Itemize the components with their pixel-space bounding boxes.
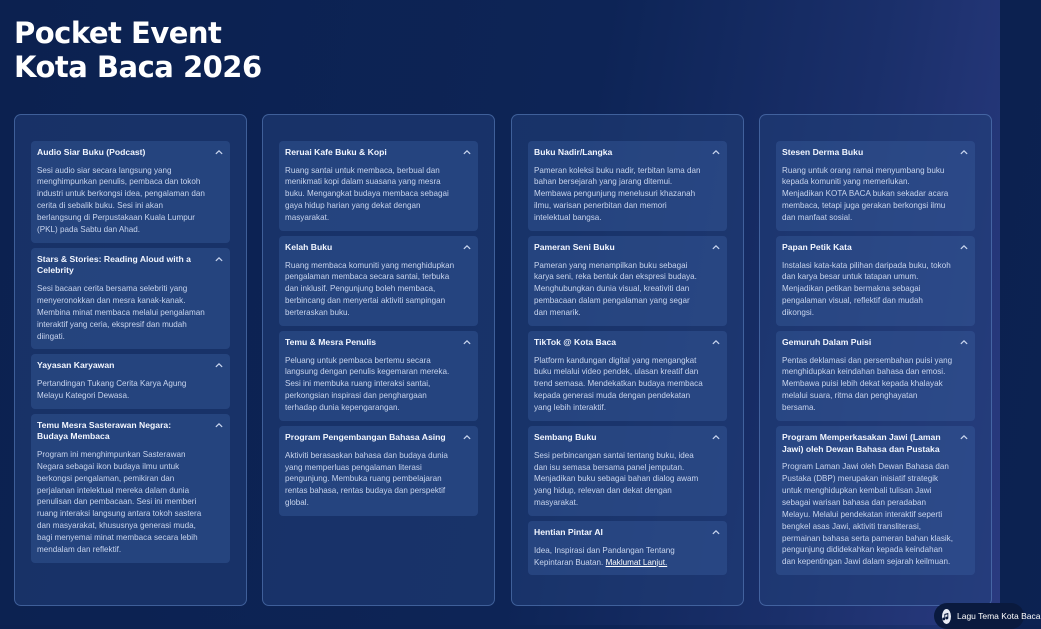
event-card-description-text: Pameran yang menampilkan buku sebagai karya seni, reka bentuk dan ekspresi budaya. Menghubungkan dunia visual, kreativiti dan pembacaan dalam pengalaman yang segar dan menarik. [534, 260, 697, 318]
event-card-description-text: Sesi audio siar secara langsung yang menghimpunkan penulis, pembaca dan tokoh industri untuk berkongsi idea, pengalaman dan cerita di sebalik buku. Sesi ini akan berlangsung di Perpustakaan Kuala Lumpur (PKL) pada Sabtu dan Ahad. [37, 165, 205, 235]
event-card [776, 141, 975, 231]
event-card [31, 248, 230, 350]
event-card-description [37, 165, 208, 236]
event-card [31, 354, 230, 408]
chevron-up-icon[interactable] [214, 420, 224, 430]
event-card-description-text: Pentas deklamasi dan persembahan puisi yang menghidupkan keindahan bahasa dan emosi. Membawa puisi lebih dekat kepada khalayak melalui suara, ritma dan penghayatan bersama. [782, 355, 953, 413]
chevron-up-icon[interactable] [462, 432, 472, 442]
event-card-description [782, 355, 953, 415]
chevron-up-icon[interactable] [959, 432, 969, 442]
event-card-title[interactable]: Sembang Buku [534, 432, 597, 443]
event-card-description-text: Program ini menghimpunkan Sasterawan Negara sebagai ikon budaya ilmu untuk berkongsi pengalaman, pemikiran dan perjalanan intelektual mereka dalam dunia penulisan dan pembacaan. Sesi ini memberi ruang interaksi langsung antara tokoh sastera dan masyarakat, khususnya generasi muda, bagi menyemai minat membaca secara lebih mendalam dan reflektif. [37, 449, 202, 555]
event-card [279, 426, 478, 516]
event-card-title[interactable]: Stesen Derma Buku [782, 147, 864, 157]
event-column-3 [511, 114, 744, 606]
chevron-up-icon[interactable] [214, 147, 224, 157]
event-card-title[interactable]: Program Memperkasakan Jawi (Laman Jawi) oleh Dewan Bahasa dan Pustaka [782, 432, 941, 454]
event-card-title[interactable]: Pameran Seni Buku [534, 242, 615, 253]
event-card [31, 141, 230, 243]
page-title-line-2: Kota Baca 2026 [14, 50, 262, 84]
event-card-description-text: Sesi bacaan cerita bersama selebriti yang menyeronokkan dan mesra kanak-kanak. Membina minat membaca melalui pengalaman interaktif yang ceria, ekspresif dan mudah diingati. [37, 283, 205, 341]
event-card [776, 331, 975, 421]
event-card-description-text: Peluang untuk pembaca bertemu secara langsung dengan penulis kegemaran mereka. Sesi ini membuka ruang interaksi santai, perkongsian inspirasi dan penghargaan terhadap dunia kepengarangan. [285, 355, 450, 413]
event-card-description-text: Ruang santai untuk membaca, berbual dan menikmati kopi dalam suasana yang mesra buku. Mengangkat budaya membaca sebagai gaya hidup harian yang dekat dengan masyarakat. [285, 165, 449, 223]
chevron-up-icon[interactable] [711, 242, 721, 252]
event-card-description [285, 260, 456, 320]
event-card-description [534, 165, 705, 225]
chevron-up-icon[interactable] [959, 147, 969, 157]
theme-song-label: Lagu Tema Kota Baca [957, 611, 1041, 621]
event-card-title[interactable]: Gemuruh Dalam Puisi [782, 337, 872, 348]
event-card [528, 521, 727, 575]
more-info-link[interactable]: Maklumat Lanjut. [605, 557, 668, 567]
event-card-description [37, 449, 208, 556]
event-column-4 [759, 114, 992, 606]
event-card [528, 141, 727, 231]
event-column-2 [262, 114, 495, 606]
event-card-title[interactable]: TikTok @ Kota Baca [534, 337, 617, 348]
event-card-description-text: Sesi perbincangan santai tentang buku, idea dan isu semasa bersama panel jemputan. Menjadikan buku sebagai bahan dialog awam yang hidup, relevan dan dekat dengan masyarakat. [534, 450, 699, 508]
event-card [279, 236, 478, 326]
event-card [528, 236, 727, 326]
event-card-description [285, 450, 456, 510]
event-card-title[interactable]: Buku Nadir/Langka [534, 147, 613, 157]
event-card-title[interactable]: Temu Mesra Sasterawan Negara: Budaya Membaca [37, 419, 172, 442]
chevron-up-icon[interactable] [959, 337, 969, 347]
event-card-title[interactable]: Temu & Mesra Penulis [285, 337, 377, 348]
event-card-description-text: Aktiviti berasaskan bahasa dan budaya dunia yang memperluas pengalaman literasi pengunjung. Membuka ruang pembelajaran rentas bahasa, rentas budaya dan perspektif global. [285, 450, 448, 508]
event-card-description [285, 165, 456, 225]
event-card [776, 426, 975, 575]
event-card-description [534, 545, 705, 569]
event-card-description [37, 378, 208, 402]
music-note-icon[interactable] [942, 609, 951, 624]
event-card-description-text: Platform kandungan digital yang mengangkat buku melalui video pendek, ulasan kreatif dan trend semasa. Mendekatkan budaya membaca kepada generasi muda dengan pendekatan yang lebih interaktif. [534, 355, 703, 413]
chevron-up-icon[interactable] [711, 337, 721, 347]
event-card-description [534, 260, 705, 320]
event-card-description [782, 165, 953, 225]
event-card [279, 141, 478, 231]
event-card-title[interactable]: Reruai Kafe Buku & Kopi [285, 147, 387, 157]
event-card-description [37, 283, 208, 343]
event-card-description-text: Idea, Inspirasi dan Pandangan Tentang Kepintaran Buatan. [534, 545, 675, 567]
theme-song-player[interactable] [934, 603, 1041, 629]
event-card-description-text: Program Laman Jawi oleh Dewan Bahasa dan Pustaka (DBP) merupakan inisiatif strategik untuk menghidupkan kembali tulisan Jawi sebagai warisan bahasa dan peradaban Melayu. Melalui pendekatan interaktif seperti bengkel asas Jawi, aktiviti transliterasi, permainan bahasa serta pameran bahan klasik, pengunjung dididekahkan kepada keindahan dan kepentingan Jawi dalam sejarah keilmuan. [782, 462, 953, 567]
event-card-title[interactable]: Audio Siar Buku (Podcast) [37, 147, 146, 157]
event-card-description-text: Pertandingan Tukang Cerita Karya Agung Melayu Kategori Dewasa. [37, 378, 187, 400]
chevron-up-icon[interactable] [959, 242, 969, 252]
event-card-description [285, 355, 456, 415]
chevron-up-icon[interactable] [711, 527, 721, 537]
chevron-up-icon[interactable] [462, 147, 472, 157]
page-title-line-1: Pocket Event [14, 16, 222, 50]
event-card-description-text: Ruang membaca komuniti yang menghidupkan pengalaman membaca secara santai, terbuka dan inklusif. Pengunjung boleh membaca, berbincang dan menyertai aktiviti sampingan berteraskan buku. [285, 260, 455, 318]
event-card-description-text: Ruang untuk orang ramai menyumbang buku kepada komuniti yang memerlukan. Menjadikan KOTA BACA bukan sekadar acara membaca, tetapi juga gerakan berkongsi ilmu dan manfaat sosial. [782, 165, 949, 223]
chevron-up-icon[interactable] [462, 242, 472, 252]
event-columns [14, 114, 1000, 606]
event-card-description [534, 450, 705, 510]
event-card-title[interactable]: Yayasan Karyawan [37, 360, 115, 371]
chevron-up-icon[interactable] [711, 432, 721, 442]
event-card-title[interactable]: Papan Petik Kata [782, 242, 852, 253]
chevron-up-icon[interactable] [214, 360, 224, 370]
event-card-description-text: Pameran koleksi buku nadir, terbitan lama dan bahan bersejarah yang jarang ditemui. Membawa pengunjung menelusuri khazanah ilmu, warisan penerbitan dan memori intelektual bangsa. [534, 165, 701, 223]
event-card-title[interactable]: Program Pengembangan Bahasa Asing [285, 432, 446, 443]
event-card-description [782, 260, 953, 320]
event-card-title[interactable]: Kelah Buku [285, 242, 333, 253]
event-card-description [534, 355, 705, 415]
event-card [776, 236, 975, 326]
page-title [14, 16, 262, 84]
event-card [31, 414, 230, 563]
event-card-description [782, 461, 953, 568]
event-card-description-text: Instalasi kata-kata pilihan daripada buku, tokoh dan karya besar untuk tatapan umum. Menjadikan petikan bermakna sebagai pengalaman visual, reflektif dan mudah dikongsi. [782, 260, 951, 318]
chevron-up-icon[interactable] [214, 254, 224, 264]
event-card [279, 331, 478, 421]
event-card [528, 331, 727, 421]
event-card-title[interactable]: Stars & Stories: Reading Aloud with a Celebrity [37, 253, 191, 276]
chevron-up-icon[interactable] [462, 337, 472, 347]
event-column-1 [14, 114, 247, 606]
event-card [528, 426, 727, 516]
chevron-up-icon[interactable] [711, 147, 721, 157]
event-card-title[interactable]: Hentian Pintar AI [534, 527, 603, 538]
